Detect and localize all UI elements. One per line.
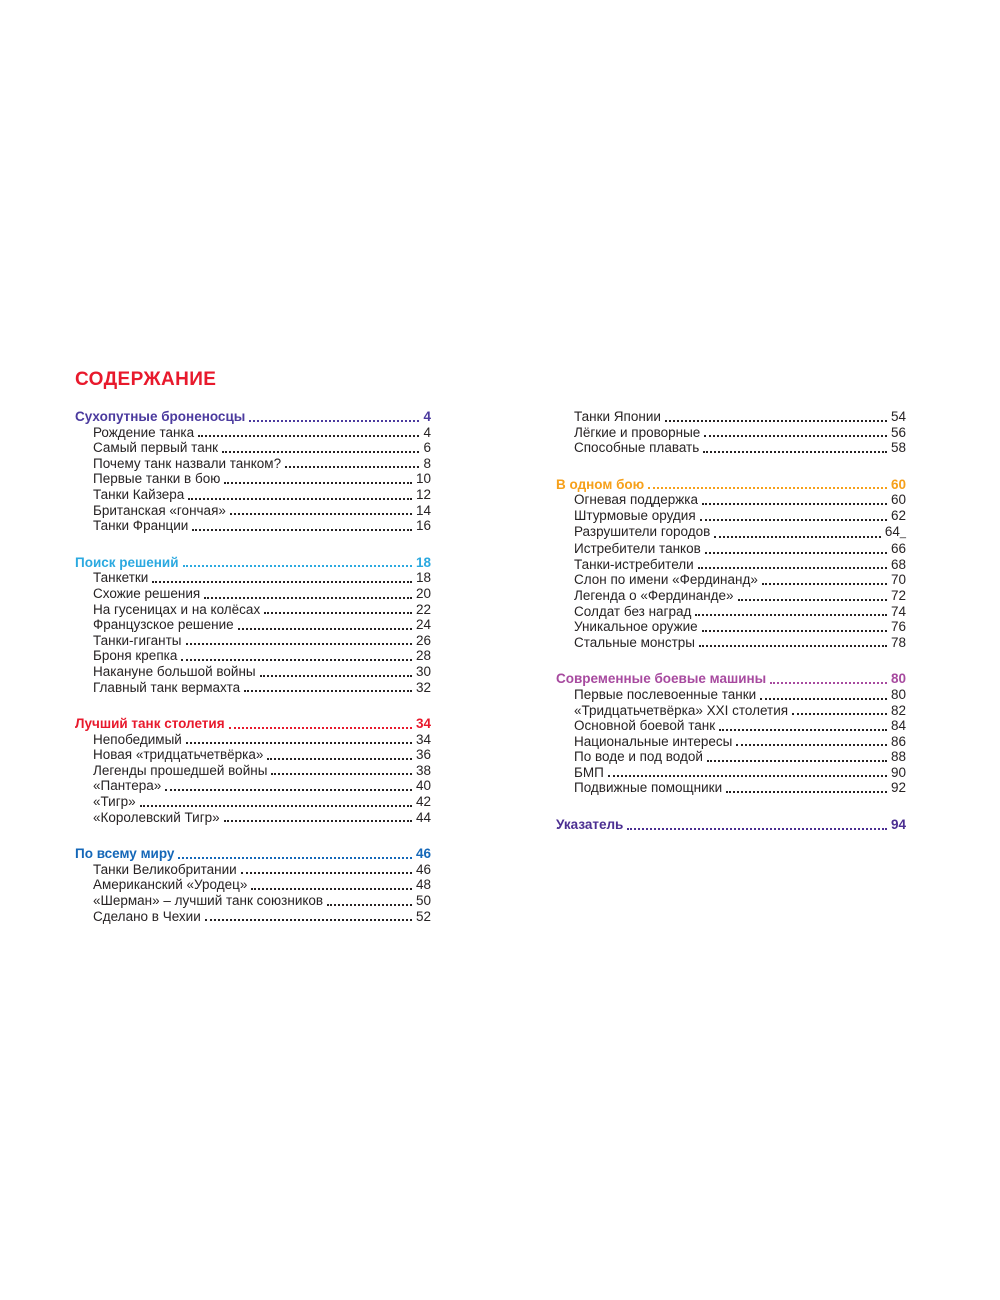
toc-item	[556, 749, 906, 765]
toc-section-page: 34	[415, 716, 431, 732]
toc-section-label: В одном бою	[556, 476, 645, 492]
dot-leader	[234, 617, 416, 633]
toc-item-page: 74	[890, 603, 906, 619]
toc-item	[556, 780, 906, 796]
toc-item-page: 70	[890, 572, 906, 588]
toc-section-header	[75, 409, 431, 425]
toc-item-label: «Тигр»	[93, 794, 136, 810]
dot-leader	[184, 487, 416, 503]
toc-block	[75, 555, 431, 695]
toc-section-label: Поиск решений	[75, 554, 179, 570]
toc-item-page: 14	[415, 502, 431, 518]
toc-item-page: 52	[415, 908, 431, 924]
toc-item-label: Легенда о «Фердинанде»	[574, 587, 734, 603]
toc-item	[75, 633, 431, 649]
dot-leader	[240, 680, 416, 696]
toc-item-label: Танки Кайзера	[93, 486, 185, 502]
dot-leader	[174, 846, 416, 862]
toc-item	[556, 557, 906, 573]
toc-item-page: 42	[415, 794, 431, 810]
toc-item-label: Самый первый танк	[93, 440, 219, 456]
toc-item-page: 36	[415, 747, 431, 763]
toc-item-page: 10	[415, 471, 431, 487]
dot-leader	[256, 664, 416, 680]
toc-item	[556, 604, 906, 620]
toc-section-header	[75, 555, 431, 571]
toc-item	[556, 409, 906, 425]
toc-item	[556, 588, 906, 604]
toc-item-label: «Королевский Тигр»	[93, 809, 220, 825]
toc-item-label: Способные плавать	[574, 440, 700, 456]
toc-item-label: Легенды прошедшей войны	[93, 762, 268, 778]
toc-item-label: Разрушители городов	[574, 523, 711, 539]
dot-leader	[661, 409, 891, 425]
toc-item-page: 8	[423, 455, 431, 471]
toc-item-page: 46	[415, 861, 431, 877]
toc-item-label: Национальные интересы	[574, 733, 733, 749]
toc-item-page: 26	[415, 632, 431, 648]
dot-leader	[281, 456, 423, 472]
dot-leader	[179, 555, 416, 571]
dot-leader	[194, 425, 423, 441]
dot-leader	[703, 749, 891, 765]
toc-item-label: БМП	[574, 764, 604, 780]
toc-item-label: Американский «Уродец»	[93, 877, 248, 893]
toc-section-page: 80	[890, 671, 906, 687]
toc-item-page: 90	[890, 764, 906, 780]
dot-leader	[260, 602, 416, 618]
dot-leader	[182, 633, 416, 649]
dot-leader	[758, 572, 891, 588]
dot-leader	[201, 909, 416, 925]
toc-item-label: Танки Великобритании	[93, 861, 237, 877]
toc-item-page: 18	[415, 570, 431, 586]
toc-item-page: 76	[890, 619, 906, 635]
toc-item-page: 50	[415, 893, 431, 909]
toc-item-page: 48	[415, 877, 431, 893]
toc-item-page: 80	[890, 686, 906, 702]
toc-column-right	[556, 409, 906, 833]
toc-item-page: 38	[415, 762, 431, 778]
toc-item	[75, 893, 431, 909]
toc-item	[75, 648, 431, 664]
dot-leader	[218, 440, 423, 456]
dot-leader	[696, 508, 891, 524]
dot-leader	[722, 780, 891, 796]
toc-item-label: Непобедимый	[93, 731, 182, 747]
dot-leader	[734, 588, 891, 604]
toc-item-label: Стальные монстры	[574, 634, 696, 650]
toc-item-label: Танки Японии	[574, 409, 661, 424]
page-title: СОДЕРЖАНИЕ	[75, 369, 217, 390]
toc-item	[75, 570, 431, 586]
toc-item	[75, 732, 431, 748]
toc-section-label: Современные боевые машины	[556, 671, 767, 687]
toc-item-label: Рождение танка	[93, 424, 195, 440]
dot-leader	[623, 817, 891, 833]
toc-item-page: 66	[890, 541, 906, 557]
toc-item-label: Истребители танков	[574, 541, 701, 557]
toc-item	[75, 586, 431, 602]
toc-section-label: Указатель	[556, 817, 624, 833]
toc-item-page: 72	[890, 587, 906, 603]
dot-leader	[691, 604, 891, 620]
toc-item	[75, 471, 431, 487]
toc-item-label: Уникальное оружие	[574, 619, 698, 635]
dot-leader	[200, 586, 416, 602]
dot-leader	[644, 477, 891, 493]
toc-item-label: Британская «гончая»	[93, 502, 226, 518]
toc-item	[556, 765, 906, 781]
toc-item-label: Сделано в Чехии	[93, 908, 201, 924]
toc-item-page: 78	[890, 634, 906, 650]
toc-item-label: Танки Франции	[93, 518, 189, 534]
toc-item-page: 40	[415, 778, 431, 794]
toc-item	[75, 763, 431, 779]
page-suffix-artifact: _	[899, 526, 906, 539]
dot-leader	[732, 734, 891, 750]
toc-item-page: 12	[415, 486, 431, 502]
toc-item	[75, 810, 431, 826]
toc-item-label: «Пантера»	[93, 778, 162, 794]
toc-item-page: 24	[415, 617, 431, 633]
toc-item-label: Первые танки в бою	[93, 471, 221, 487]
dot-leader	[715, 718, 891, 734]
toc-item-page: 82	[890, 702, 906, 718]
toc-item-page: 86	[890, 733, 906, 749]
toc-section-label: Сухопутные броненосцы	[75, 409, 246, 424]
toc-item	[556, 687, 906, 703]
toc-item	[556, 635, 906, 651]
toc-item-page: 58	[890, 440, 906, 456]
dot-leader	[694, 557, 891, 573]
dot-leader	[788, 703, 891, 719]
toc-block	[75, 409, 431, 534]
toc-item-label: Схожие решения	[93, 585, 201, 601]
toc-item	[75, 503, 431, 519]
toc-section-page: 94	[890, 817, 906, 833]
dot-leader	[177, 648, 416, 664]
toc-section-label: По всему миру	[75, 846, 175, 862]
toc-item	[75, 778, 431, 794]
toc-block	[556, 477, 906, 651]
toc-item-label: Броня крепка	[93, 648, 178, 664]
dot-leader	[225, 716, 416, 732]
toc-item	[556, 440, 906, 456]
toc-item	[556, 541, 906, 557]
toc-section-page: 4	[423, 409, 431, 424]
toc-item-label: По воде и под водой	[574, 749, 703, 765]
dot-leader	[695, 635, 891, 651]
dot-leader	[188, 518, 416, 534]
dot-leader	[220, 810, 416, 826]
dot-leader	[148, 570, 416, 586]
toc-item	[75, 617, 431, 633]
dot-leader	[604, 765, 891, 781]
dot-leader	[267, 763, 416, 779]
dot-leader	[698, 619, 891, 635]
toc-item-label: Основной боевой танк	[574, 718, 716, 734]
dot-leader	[136, 794, 416, 810]
toc-item	[75, 877, 431, 893]
toc-item-label: Подвижные помощники	[574, 780, 723, 796]
toc-item	[556, 425, 906, 441]
toc-item-page: 20	[415, 585, 431, 601]
toc-item	[75, 456, 431, 472]
toc-item-label: Почему танк назвали танком?	[93, 455, 282, 471]
toc-item	[75, 602, 431, 618]
toc-item-label: Огневая поддержка	[574, 492, 699, 508]
toc-item	[556, 734, 906, 750]
toc-item	[556, 572, 906, 588]
toc-item-page: 4	[423, 424, 431, 440]
dot-leader	[766, 671, 891, 687]
toc-item	[556, 492, 906, 508]
dot-leader	[756, 687, 891, 703]
toc-item	[556, 718, 906, 734]
toc-item	[556, 524, 906, 542]
dot-leader	[323, 893, 416, 909]
toc-item-page: 60	[890, 492, 906, 508]
toc-item-page: 28	[415, 648, 431, 664]
toc-item-page: 64	[884, 523, 900, 539]
toc-item-page: 84	[890, 718, 906, 734]
toc-item	[75, 909, 431, 925]
toc-block	[556, 409, 906, 456]
toc-section-header	[75, 716, 431, 732]
toc-item-page: 92	[890, 780, 906, 796]
toc-item-label: Лёгкие и проворные	[574, 424, 701, 440]
toc-item-label: Солдат без наград	[574, 603, 692, 619]
toc-section-page: 60	[890, 476, 906, 492]
dot-leader	[182, 732, 416, 748]
toc-item-page: 6	[423, 440, 431, 456]
toc-item-label: Штурмовые орудия	[574, 507, 696, 523]
toc-column-left	[75, 409, 431, 924]
toc-item-label: «Шерман» – лучший танк союзников	[93, 893, 324, 909]
toc-item	[556, 508, 906, 524]
toc-item	[75, 487, 431, 503]
toc-item-page: 44	[415, 809, 431, 825]
toc-item-label: Танкетки	[93, 570, 149, 586]
toc-item-label: «Тридцатьчетвёрка» XXI столетия	[574, 702, 789, 718]
toc-section-header	[556, 671, 906, 687]
toc-section-page: 46	[415, 846, 431, 862]
dot-leader	[237, 862, 416, 878]
toc-item	[75, 794, 431, 810]
toc-item-page: 34	[415, 731, 431, 747]
dot-leader	[699, 440, 891, 456]
toc-item-label: Танки-истребители	[574, 556, 694, 572]
toc-item	[75, 425, 431, 441]
toc-item	[556, 619, 906, 635]
toc-block	[556, 671, 906, 796]
toc-item	[556, 703, 906, 719]
dot-leader	[710, 524, 885, 542]
toc-item	[75, 862, 431, 878]
toc-section-label: Лучший танк столетия	[75, 716, 225, 732]
toc-item-page: 62	[890, 507, 906, 523]
toc-item-label: Первые послевоенные танки	[574, 686, 757, 702]
dot-leader	[698, 492, 891, 508]
dot-leader	[245, 409, 423, 425]
toc-block	[75, 846, 431, 924]
toc-item-label: Слон по имени «Фердинанд»	[574, 572, 758, 588]
toc-item-page: 16	[415, 518, 431, 534]
toc-section-header	[75, 846, 431, 862]
dot-leader	[263, 747, 416, 763]
toc-item	[75, 440, 431, 456]
toc-item-page: 54	[890, 409, 906, 424]
toc-item-label: Новая «тридцатьчетвёрка»	[93, 747, 264, 763]
toc-item-page: 68	[890, 556, 906, 572]
toc-item	[75, 518, 431, 534]
dot-leader	[247, 877, 416, 893]
dot-leader	[220, 471, 416, 487]
toc-item-label: Главный танк вермахта	[93, 679, 241, 695]
toc-item	[75, 747, 431, 763]
toc-item-label: Танки-гиганты	[93, 632, 182, 648]
toc-item-label: Французское решение	[93, 617, 234, 633]
toc-item-page: 22	[415, 601, 431, 617]
toc-item-page: 56	[890, 424, 906, 440]
toc-item	[75, 664, 431, 680]
dot-leader	[161, 778, 416, 794]
toc-item-label: Накануне большой войны	[93, 663, 256, 679]
toc-block	[75, 716, 431, 825]
toc-item	[75, 680, 431, 696]
toc-item-page: 30	[415, 663, 431, 679]
dot-leader	[700, 425, 891, 441]
toc-section-page: 18	[415, 554, 431, 570]
toc-item-page: 32	[415, 679, 431, 695]
toc-item-page: 88	[890, 749, 906, 765]
toc-block	[556, 817, 906, 833]
toc-section-header	[556, 477, 906, 493]
dot-leader	[226, 503, 416, 519]
toc-section-header	[556, 817, 906, 833]
toc-item-label: На гусеницах и на колёсах	[93, 601, 261, 617]
dot-leader	[701, 541, 891, 557]
